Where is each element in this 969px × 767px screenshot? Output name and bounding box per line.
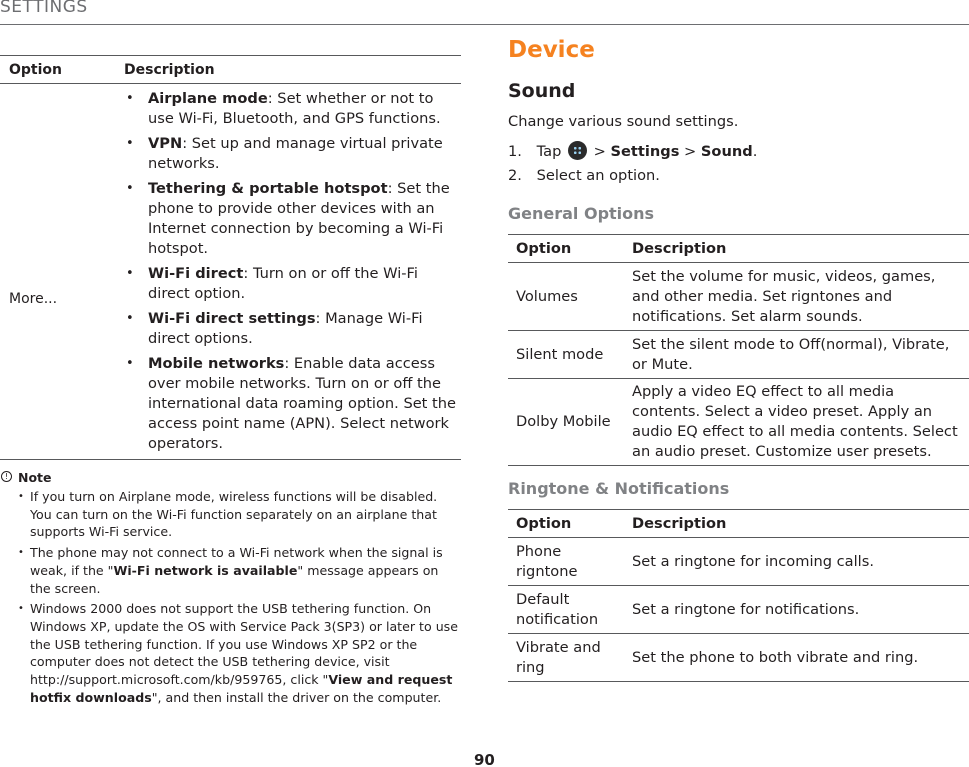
table-header [0,55,461,84]
item-desc: : Set the phone to provide other devices with an Internet connection by becoming a Wi-Fi hotspot. [148,180,450,257]
note-text: Windows 2000 does not support the USB tethering function. On Windows XP, update the OS with Service Pack 3(SP3) or later to use the USB tethering function. If you use Windows XP SP2 or the computer does not detect the USB tethering device, visit http://support.microsoft.com/kb/959765, click " [30,601,458,688]
column-header-description: Description [124,62,215,78]
description-cell: Apply a video EQ effect to all media contents. Select a video preset. Apply an audio EQ effect to all media contents. Select an audio preset. Customize user presets. [632,383,958,460]
note-list [18,488,458,709]
list-item [124,354,458,454]
list-item [124,309,458,349]
description-cell: Set a ringtone for notifications. [632,601,860,618]
note-item [18,600,458,706]
subsection-title-sound: Sound [508,80,576,102]
note-header [0,469,461,487]
table-row [0,84,461,460]
item-term: Tethering & portable hotspot [148,180,388,197]
item-desc: : Manage Wi-Fi direct options. [148,310,423,347]
item-desc: : Set up and manage virtual private networks. [148,135,443,172]
separator: > [684,143,697,160]
column-header-option: Option [516,240,572,257]
step-1 [508,141,757,160]
column-header-option: Option [9,62,62,78]
description-cell: Set the volume for music, videos, games, and other media. Set rigntones and notifications. Set alarm sounds. [632,268,936,325]
option-cell: Vibrate and ring [516,639,601,676]
intro-text: Change various sound settings. [508,113,739,130]
option-cell: Silent mode [516,346,604,363]
separator: > [593,143,606,160]
ringtone-notifications-heading: Ringtone & Notifications [508,479,730,498]
description-list [124,89,458,459]
general-options-table [508,234,969,466]
table-row [508,586,969,634]
column-header-description: Description [632,515,727,532]
description-cell: Set the silent mode to Off(normal), Vibrate, or Mute. [632,336,950,373]
table-row [508,263,969,331]
option-cell: Dolby Mobile [516,413,611,430]
note-text: If you turn on Airplane mode, wireless functions will be disabled. You can turn on the Wi-Fi function separately on an airplane that supports Wi-Fi service. [30,489,438,540]
list-item [124,264,458,304]
table-row [508,634,969,682]
option-cell: Default notification [516,591,599,628]
option-more: More... [9,291,58,307]
note-title: Note [18,470,52,485]
note-item [18,544,458,597]
list-item [124,89,458,129]
step-2 [508,167,660,184]
apps-icon [568,141,587,160]
table-row [508,538,969,586]
note-item [18,488,458,541]
option-cell: Phone rigntone [516,543,578,580]
page-header-title: SETTINGS [0,0,88,17]
item-term: Wi-Fi direct settings [148,310,316,327]
settings-label: Settings [610,143,680,160]
note-box [0,469,461,705]
item-desc: : Turn on or off the Wi-Fi direct option. [148,265,418,302]
option-cell: Volumes [516,288,578,305]
column-header-description: Description [632,240,727,257]
step-number: 2. [508,167,522,184]
item-desc: : Set whether or not to use Wi-Fi, Bluetooth, and GPS functions. [148,90,441,127]
item-term: Mobile networks [148,355,285,372]
step-text: Tap [536,143,562,160]
more-options-table [0,55,461,460]
table-row [508,379,969,466]
ringtone-notifications-table [508,509,969,682]
item-term: VPN [148,135,183,152]
list-item [124,134,458,174]
table-header [508,234,969,263]
note-bold-text: Wi-Fi network is available [113,562,298,578]
table-row [508,331,969,379]
section-title-device: Device [508,37,595,63]
column-header-option: Option [516,515,572,532]
info-icon: ! [1,471,12,482]
step-number: 1. [508,143,522,160]
header-divider [0,24,969,25]
general-options-heading: General Options [508,204,655,223]
note-text: " message appears on the screen. [30,562,439,596]
step-text: Select an option. [536,167,660,184]
item-term: Airplane mode [148,90,268,107]
step-end: . [752,143,758,160]
note-bold-text: View and request hotfix downloads [30,672,453,705]
list-item [124,179,458,259]
description-cell: Set the phone to both vibrate and ring. [632,649,919,666]
description-cell: Set a ringtone for incoming calls. [632,553,874,570]
note-text: The phone may not connect to a Wi-Fi network when the signal is weak, if the " [30,545,443,578]
sound-label: Sound [700,143,753,160]
item-desc: : Enable data access over mobile networks. Turn on or off the international data roaming option. Set the access point name (APN). Select network operators. [148,355,456,452]
table-header [508,509,969,538]
page-number: 90 [474,751,495,767]
note-text: ", and then install the driver on the computer. [151,689,442,705]
item-term: Wi-Fi direct [148,265,244,282]
